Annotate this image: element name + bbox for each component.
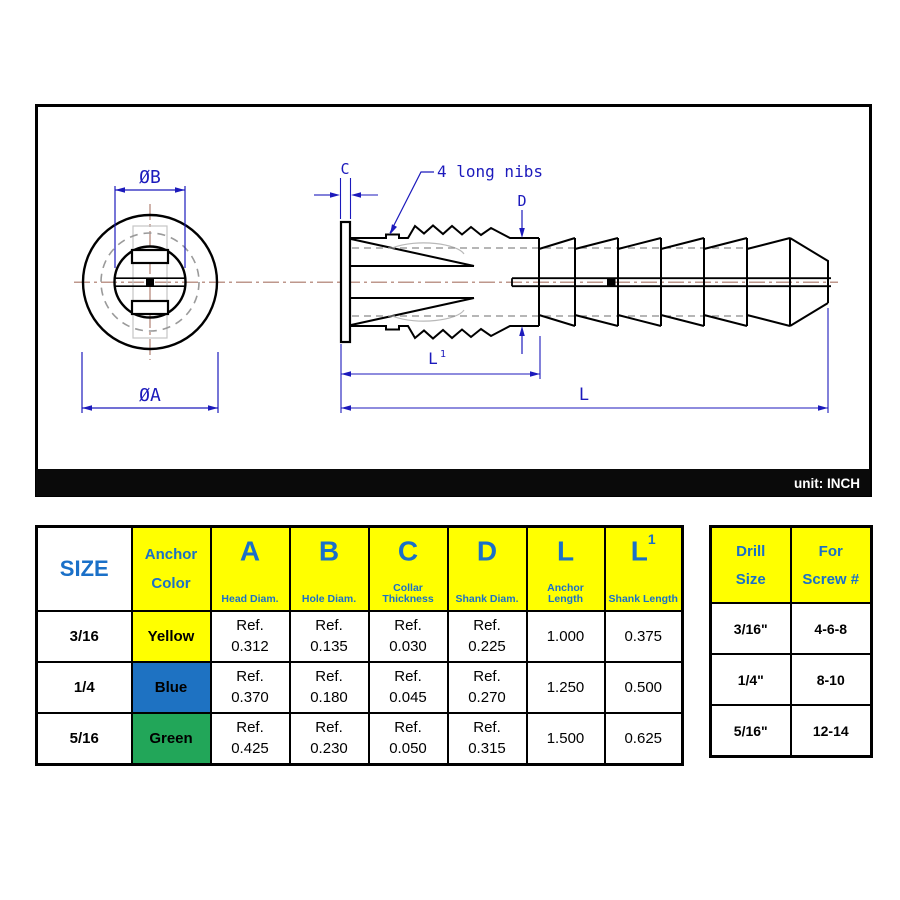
head-diam-cell: Ref. 0.370	[211, 662, 290, 713]
header-col-b: B Hole Diam.	[290, 527, 369, 612]
header-anchor-color	[132, 527, 211, 612]
shank-length-cell: 0.625	[605, 713, 683, 765]
drill-table	[709, 525, 873, 758]
header-col-l: L Anchor Length	[527, 527, 605, 612]
nib-top	[132, 250, 168, 263]
c-label: C	[340, 160, 350, 178]
header-drill-size: Drill Size	[711, 527, 791, 604]
collar-thickness-cell: Ref. 0.050	[369, 713, 448, 765]
l1-sup-label: 1	[439, 349, 447, 360]
hole-diam-cell: Ref. 0.180	[290, 662, 369, 713]
anchor-color-cell: Blue	[132, 662, 211, 713]
collar-thickness-cell: Ref. 0.045	[369, 662, 448, 713]
shank-diam-cell: Ref. 0.315	[448, 713, 527, 765]
spec-table	[35, 525, 684, 766]
drill-row-3-16	[711, 603, 872, 654]
shank-length-cell: 0.375	[605, 611, 683, 662]
screw-number-cell: 4-6-8	[791, 603, 872, 654]
drill-row-1-4	[711, 654, 872, 705]
d-label: D	[517, 192, 527, 210]
anchor-collar	[341, 222, 350, 342]
head-diam-cell: Ref. 0.425	[211, 713, 290, 765]
anchor-length-cell: 1.000	[527, 611, 605, 662]
screw-number-cell: 8-10	[791, 654, 872, 705]
hole-diam-cell: Ref. 0.135	[290, 611, 369, 662]
spec-row-3-16	[37, 611, 683, 662]
anchor-length-cell: 1.500	[527, 713, 605, 765]
spec-row-1-4	[37, 662, 683, 713]
header-col-a: A Head Diam.	[211, 527, 290, 612]
l-label: L	[578, 385, 590, 405]
phi-b-label: ØB	[139, 167, 161, 188]
unit-bar	[36, 469, 870, 496]
size-cell: 3/16	[37, 611, 132, 662]
hole-diam-cell: Ref. 0.230	[290, 713, 369, 765]
anchor-color-cell: Green	[132, 713, 211, 765]
slot-square	[607, 278, 616, 287]
drill-size-cell: 5/16"	[711, 705, 791, 757]
drill-row-5-16	[711, 705, 872, 757]
collar-thickness-cell: Ref. 0.030	[369, 611, 448, 662]
anchor-color-cell: Yellow	[132, 611, 211, 662]
header-anchor-line2: Color	[151, 575, 191, 592]
unit-label: unit: INCH	[794, 476, 860, 491]
shank-diam-cell: Ref. 0.225	[448, 611, 527, 662]
shank-diam-cell: Ref. 0.270	[448, 662, 527, 713]
size-cell: 5/16	[37, 713, 132, 765]
drill-size-cell: 1/4"	[711, 654, 791, 705]
center-square	[146, 278, 154, 286]
header-for-screw: For Screw #	[791, 527, 872, 604]
phi-a-label: ØA	[139, 385, 161, 406]
screw-number-cell: 12-14	[791, 705, 872, 757]
drill-table-header-row	[711, 527, 872, 604]
l1-label: L	[428, 349, 438, 368]
drill-size-cell: 3/16"	[711, 603, 791, 654]
nibs-note-label: 4 long nibs	[437, 162, 543, 181]
header-size: SIZE	[37, 527, 132, 612]
head-diam-cell: Ref. 0.312	[211, 611, 290, 662]
nib-bottom	[132, 301, 168, 314]
spec-row-5-16	[37, 713, 683, 765]
header-col-d: D Shank Diam.	[448, 527, 527, 612]
header-anchor-line1: Anchor	[144, 546, 198, 563]
size-cell: 1/4	[37, 662, 132, 713]
header-col-l1: $L^1$ Shank Length	[605, 527, 683, 612]
header-col-c: C Collar Thickness	[369, 527, 448, 612]
shank-length-cell: 0.500	[605, 662, 683, 713]
spec-table-header-row	[37, 527, 683, 612]
anchor-length-cell: 1.250	[527, 662, 605, 713]
